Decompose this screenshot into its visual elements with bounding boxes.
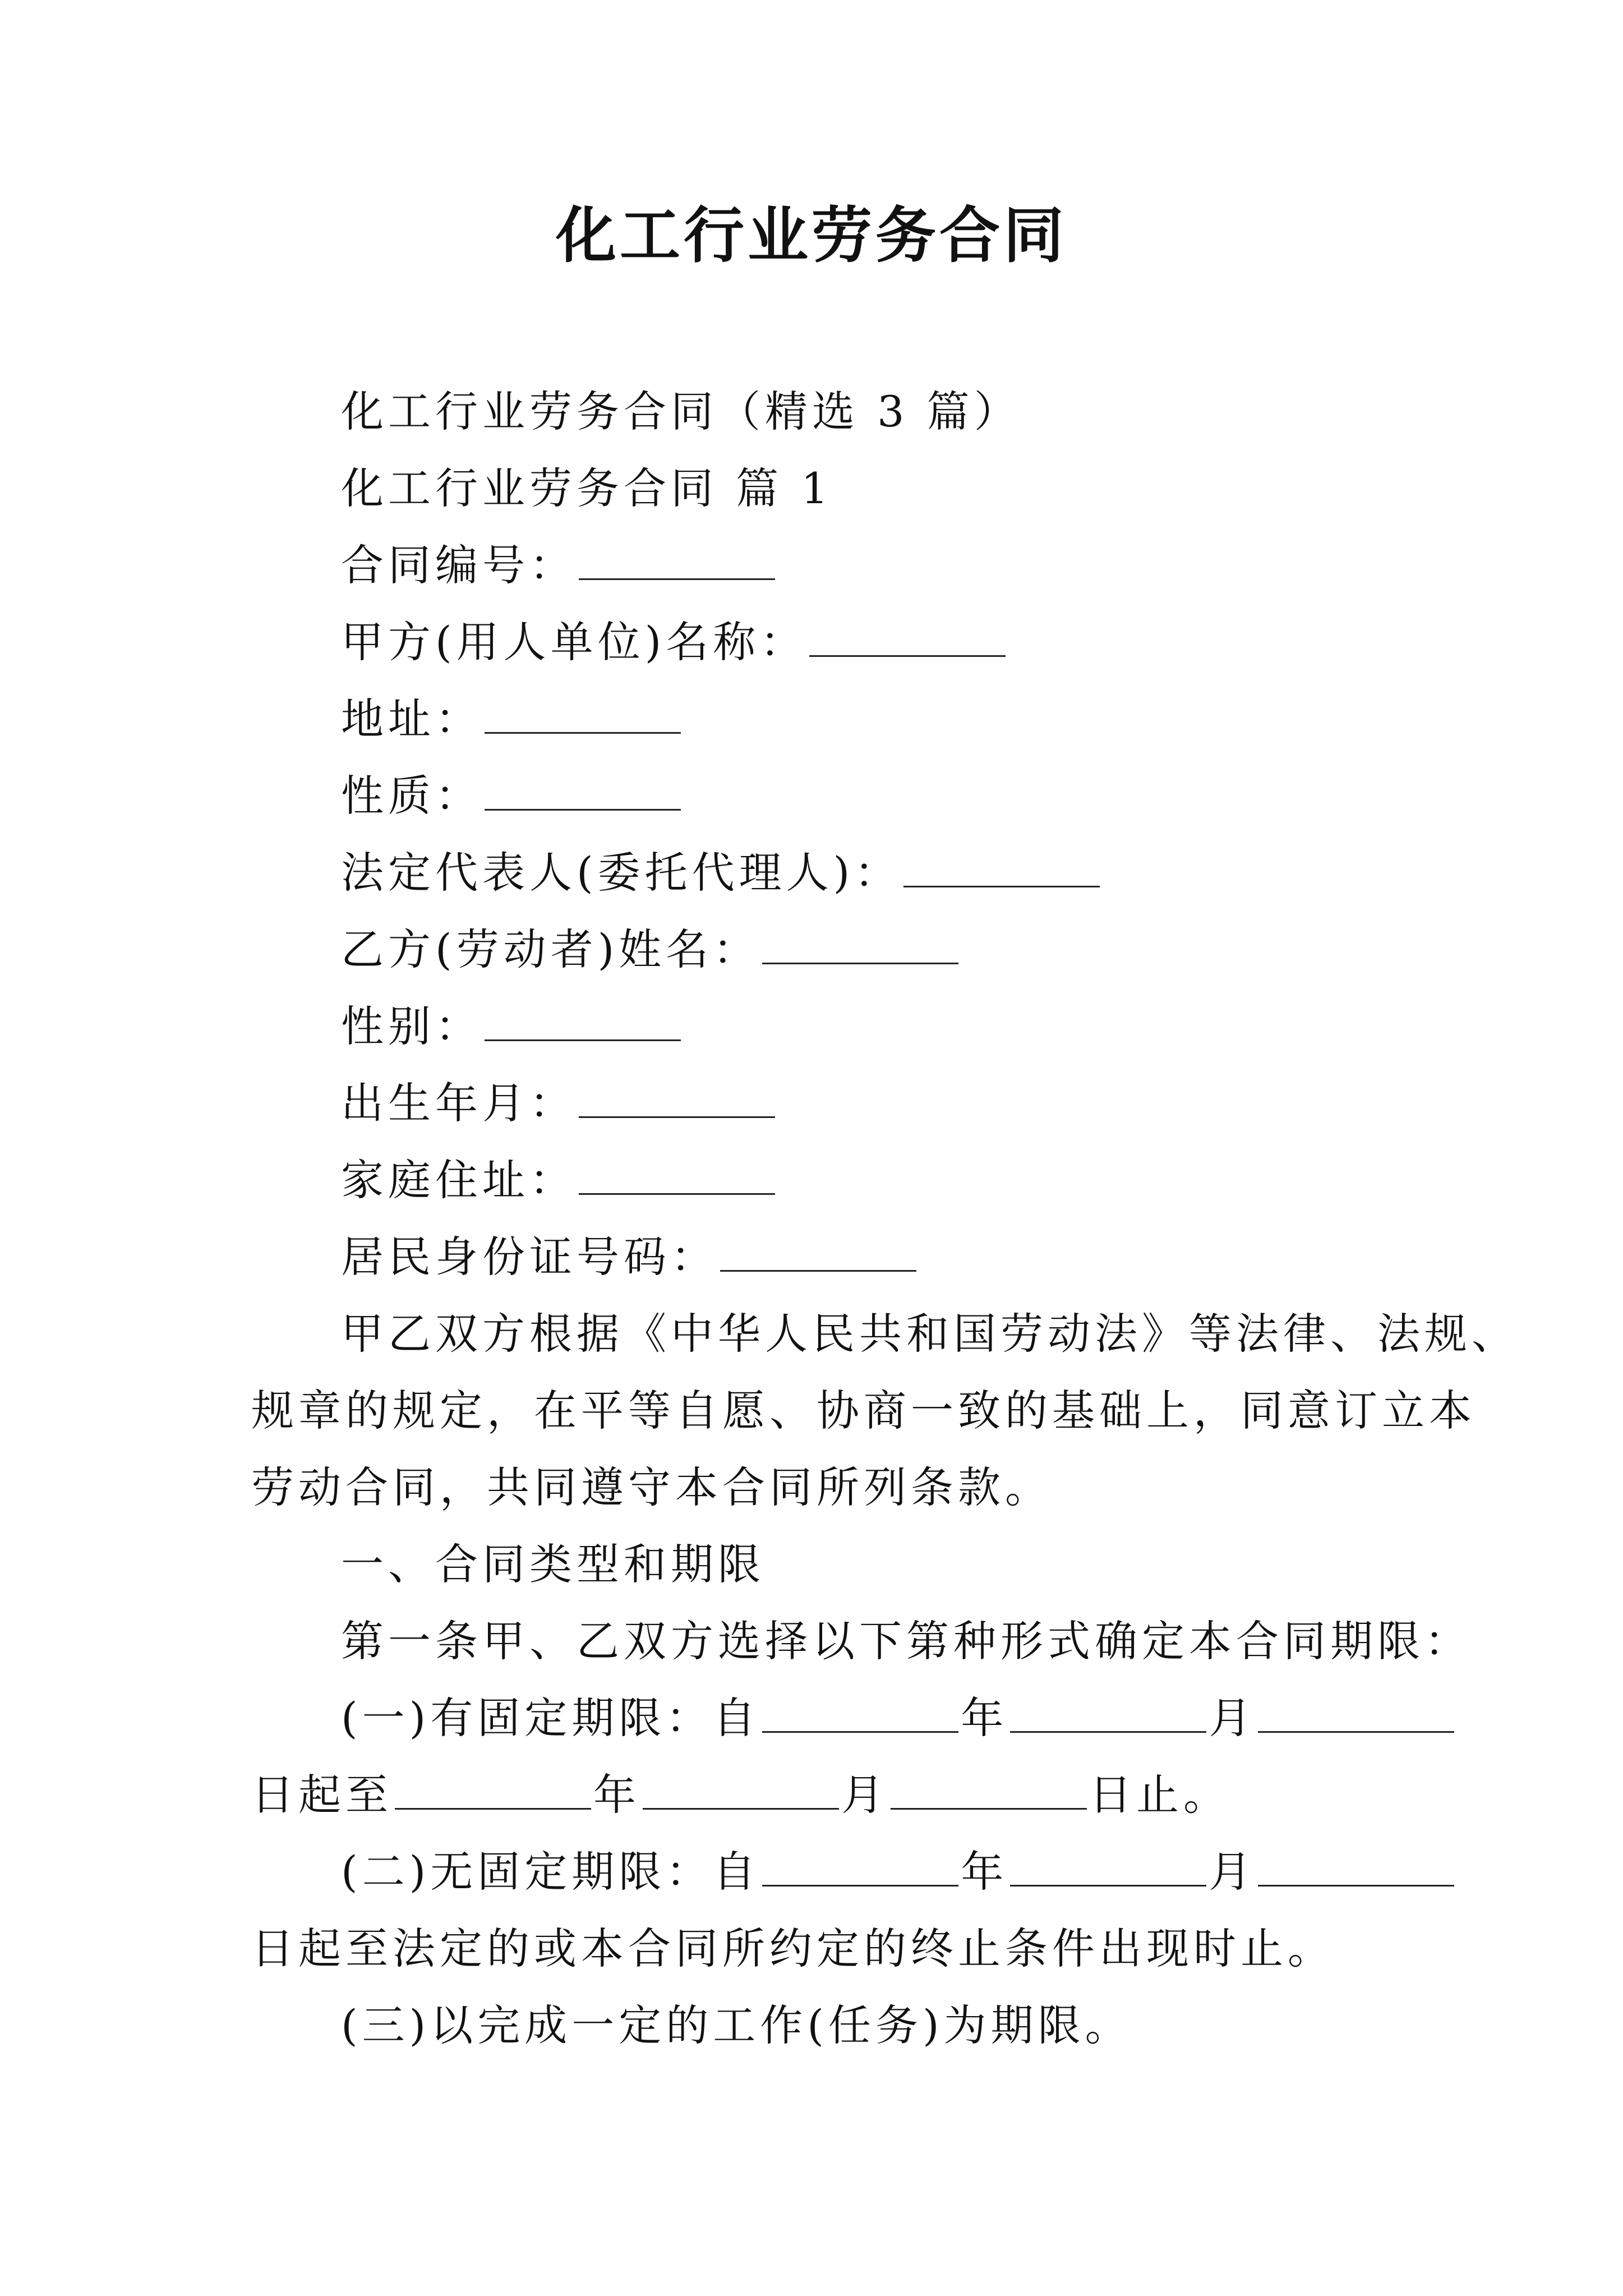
document-body: [251, 373, 1519, 2064]
blank-line: [720, 1235, 916, 1272]
field-label: 家庭住址：: [341, 1155, 577, 1205]
blank-line: [891, 1773, 1087, 1810]
section-heading: 化工行业劳务合同 篇 1: [341, 463, 833, 513]
field-label: 性质：: [341, 771, 482, 821]
fixed-term-prefix: (一)有固定期限：自: [341, 1693, 760, 1743]
field-label: 合同编号：: [341, 540, 577, 590]
blank-line: [762, 1696, 958, 1733]
field-birth: [251, 1065, 1395, 1142]
open-term-line-2: 日起至法定的或本合同所约定的终止条件出现时止。: [251, 1924, 1335, 1973]
chapter-heading: 一、合同类型和期限: [341, 1539, 765, 1589]
month-label: 月: [1209, 1847, 1256, 1897]
blank-line: [485, 1005, 681, 1041]
field-label: 出生年月：: [341, 1078, 577, 1128]
blank-line: [643, 1773, 839, 1810]
year-label: 年: [961, 1693, 1008, 1743]
field-label: 甲方(用人单位)名称：: [341, 617, 808, 667]
blank-line: [485, 774, 681, 811]
field-party-b-name: [251, 911, 1395, 988]
field-contract-no: [251, 527, 1395, 604]
field-party-a-name: [251, 604, 1395, 680]
year-label: 年: [961, 1847, 1008, 1897]
year-label: 年: [593, 1770, 640, 1820]
field-gender: [251, 988, 1395, 1065]
field-legal-rep: [251, 834, 1395, 911]
field-label: 乙方(劳动者)姓名：: [341, 924, 760, 974]
field-label: 性别：: [341, 1001, 482, 1051]
document-title: 化工行业劳务合同: [555, 200, 1067, 271]
blank-line: [579, 1082, 775, 1118]
preamble-line-2: 规章的规定，在平等自愿、协商一致的基础上，同意订立本: [251, 1386, 1476, 1435]
day-from-label: 日起至: [251, 1770, 393, 1820]
preamble-line-1: 甲乙双方根据《中华人民共和国劳动法》等法律、法规、: [341, 1309, 1519, 1359]
month-label: 月: [841, 1770, 888, 1820]
blank-line: [762, 928, 958, 964]
blank-line: [809, 620, 1006, 657]
field-label: 居民身份证号码：: [341, 1232, 718, 1282]
field-nature: [251, 757, 1395, 834]
blank-line: [762, 1850, 958, 1887]
fixed-term-line-1: [251, 1680, 1395, 1756]
blank-line: [485, 697, 681, 734]
blank-line: [903, 851, 1100, 887]
fixed-term-line-2: [251, 1756, 1395, 1833]
blank-line: [1258, 1696, 1454, 1733]
blank-line: [1010, 1696, 1206, 1733]
article-1: 第一条甲、乙双方选择以下第种形式确定本合同期限：: [341, 1616, 1472, 1666]
field-home-address: [251, 1142, 1395, 1218]
blank-line: [579, 544, 775, 580]
blank-line: [579, 1158, 775, 1195]
field-address: [251, 680, 1395, 757]
field-label: 地址：: [341, 694, 482, 744]
task-term: (三)以完成一定的工作(任务)为期限。: [341, 2000, 1132, 2050]
open-term-line-1: [251, 1833, 1395, 1910]
field-label: 法定代表人(委托代理人)：: [341, 848, 902, 898]
blank-line: [395, 1773, 591, 1810]
subtitle: 化工行业劳务合同（精选 3 篇）: [341, 386, 1021, 436]
field-id-number: [251, 1218, 1395, 1295]
open-term-prefix: (二)无固定期限：自: [341, 1847, 760, 1897]
month-label: 月: [1209, 1693, 1256, 1743]
blank-line: [1258, 1850, 1454, 1887]
blank-line: [1010, 1850, 1206, 1887]
day-end-label: 日止。: [1089, 1770, 1230, 1820]
preamble-line-3: 劳动合同，共同遵守本合同所列条款。: [251, 1462, 1052, 1512]
